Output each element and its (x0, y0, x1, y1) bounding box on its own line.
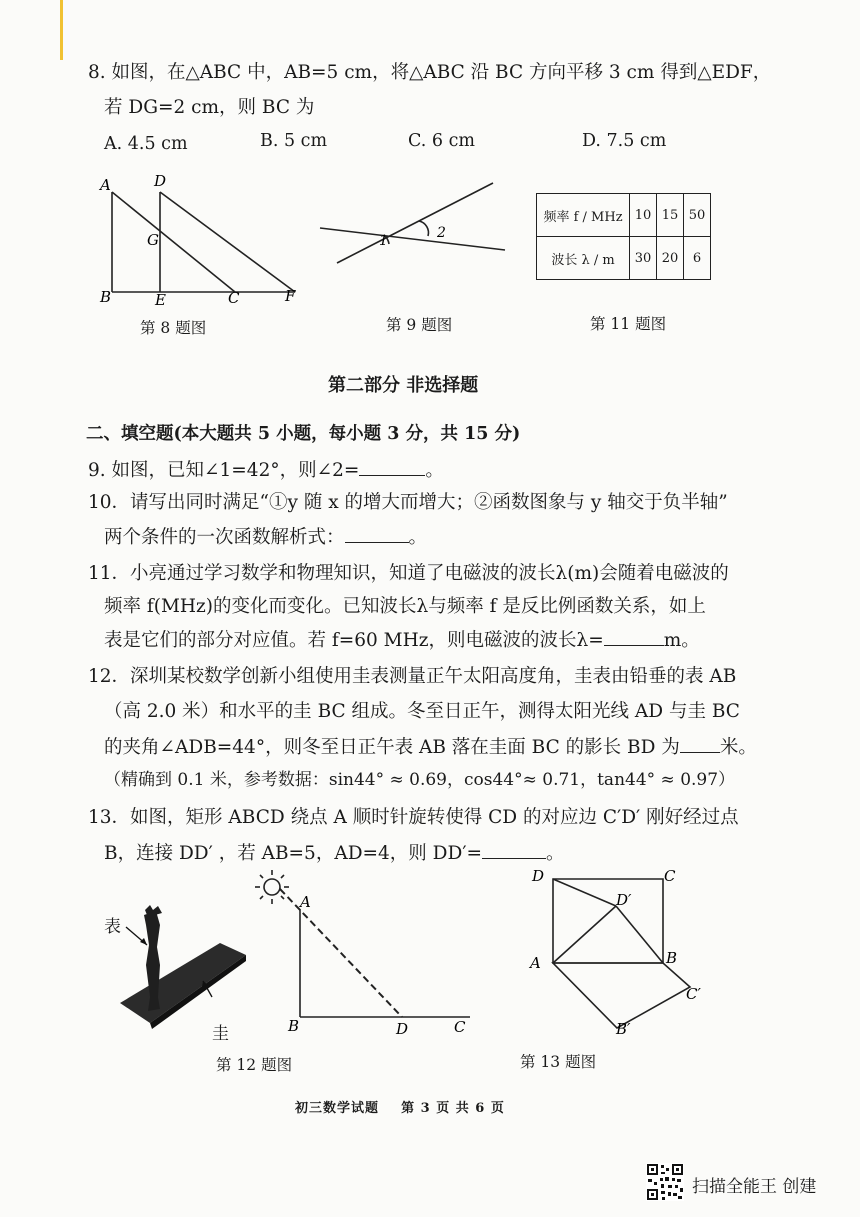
fig12-label-b: B (288, 1017, 300, 1035)
q8-choice-b: B. 5 cm (260, 131, 328, 151)
fig13-label-dprime: D′ (616, 891, 632, 909)
page-edge-mark (60, 0, 63, 60)
q12-line4: （精确到 0.1 米，参考数据：sin44° ≈ 0.69，cos44°≈ 0.71，tan44° ≈ 0.97） (104, 770, 736, 790)
q13-end: 。 (546, 843, 565, 864)
fig13-label-b: B (666, 949, 678, 967)
fig13-label-bprime: B′ (616, 1020, 631, 1038)
q11-line1: 11．小亮通过学习数学和物理知识，知道了电磁波的波长λ(m)会随着电磁波的 (88, 563, 729, 584)
q8-line2: 若 DG=2 cm，则 BC 为 (104, 97, 315, 118)
watermark-text: 扫描全能王 创建 (692, 1177, 817, 1197)
qr-code-icon (646, 1163, 684, 1201)
q11-answer-blank[interactable] (604, 631, 664, 646)
fig11-freq-value: 50 (684, 194, 711, 237)
q9-answer-blank[interactable] (359, 461, 425, 476)
q11-text: 表是它们的部分对应值。若 f=60 MHz，则电磁波的波长λ= (104, 630, 604, 651)
fig11-wave-value: 20 (657, 237, 684, 280)
fig8-label-a: A (100, 176, 111, 194)
fig13-label-cprime: C′ (686, 985, 701, 1003)
section-title: 第二部分 非选择题 (328, 375, 479, 396)
fig11-freq-value: 15 (657, 194, 684, 237)
figure-8 (95, 170, 310, 310)
q13-answer-blank[interactable] (482, 844, 546, 859)
fig11-freq-value: 10 (630, 194, 657, 237)
fig8-label-f: F (285, 287, 296, 305)
fig12-label-a: A (300, 893, 311, 911)
fig13-label-a: A (530, 954, 541, 972)
fig9-angle-2: 2 (437, 225, 446, 241)
q12-line3 (104, 738, 757, 758)
fig9-angle-1: 1 (379, 233, 388, 249)
fig12-label-d: D (396, 1020, 409, 1035)
fig8-label-b: B (100, 288, 112, 306)
fig11-wave-value: 6 (684, 237, 711, 280)
q12-end: 米。 (719, 737, 757, 758)
figure-9 (315, 175, 510, 265)
figure-13 (520, 862, 720, 1047)
q10-end: 。 (408, 527, 428, 548)
fig8-label-c: C (228, 289, 240, 307)
fig8-caption: 第 8 题图 (140, 319, 207, 337)
fig12-label-biao: 表 (104, 917, 121, 937)
q8-choice-c: C. 6 cm (408, 131, 475, 151)
q13-text: B，连接 DD′ ，若 AB=5，AD=4，则 DD′= (104, 843, 483, 864)
fig13-caption: 第 13 题图 (520, 1053, 597, 1071)
q8-line1: 8. 如图，在△ABC 中，AB=5 cm，将△ABC 沿 BC 方向平移 3 cm 得到△EDF， (88, 62, 772, 83)
fig9-caption: 第 9 题图 (386, 316, 453, 334)
fig12-label-gui: 圭 (212, 1024, 229, 1044)
q13-line1: 13．如图，矩形 ABCD 绕点 A 顺时针旋转使得 CD 的对应边 C′D′ 刚好经过点 (88, 807, 739, 828)
fig12-label-c: C (454, 1018, 466, 1035)
q10-line1: 10．请写出同时满足“①y 随 x 的增大而增大；②函数图象与 y 轴交于负半轴” (88, 492, 728, 513)
q12-answer-blank[interactable] (680, 738, 720, 753)
q11-line3 (104, 631, 700, 651)
q9-line (88, 461, 444, 481)
figure-12 (250, 865, 480, 1035)
fig11-wave-header: 波长 λ / m (537, 237, 630, 280)
fig13-label-d: D (532, 867, 545, 885)
fig11-table (536, 193, 711, 280)
part-title: 二、填空题(本大题共 5 小题，每小题 3 分，共 15 分) (86, 424, 521, 444)
q10-answer-blank[interactable] (345, 528, 409, 543)
q8-choice-a: A. 4.5 cm (104, 134, 188, 154)
fig11-caption: 第 11 题图 (590, 315, 667, 333)
q13-line2 (104, 844, 565, 864)
q11-line2: 频率 f(MHz)的变化而变化。已知波长λ与频率 f 是反比例函数关系，如上 (104, 596, 706, 617)
q12-line1: 12．深圳某校数学创新小组使用圭表测量正午太阳高度角，圭表由铅垂的表 AB (88, 666, 737, 687)
q11-end: m。 (663, 630, 700, 651)
q12-text: 的夹角∠ADB=44°，则冬至日正午表 AB 落在圭面 BC 的影长 BD 为 (104, 737, 680, 758)
page-footer: 初三数学试题 第 3 页 共 6 页 (295, 1101, 505, 1116)
q10-line2 (104, 528, 427, 548)
q8-choice-d: D. 7.5 cm (582, 131, 667, 151)
q9-end: 。 (425, 460, 444, 481)
fig8-label-d: D (154, 172, 167, 190)
fig11-freq-header: 频率 f / MHz (537, 194, 630, 237)
q9-text: 9. 如图，已知∠1=42°，则∠2= (88, 460, 360, 481)
fig8-label-g: G (147, 231, 159, 249)
q10-text: 两个条件的一次函数解析式： (104, 527, 345, 548)
fig11-wave-value: 30 (630, 237, 657, 280)
fig12-caption: 第 12 题图 (216, 1056, 293, 1074)
fig8-label-e: E (155, 291, 166, 309)
figure-12-photo (100, 905, 260, 1035)
q12-line2: （高 2.0 米）和水平的圭 BC 组成。冬至日正午，测得太阳光线 AD 与圭 BC (104, 701, 740, 722)
fig13-label-c: C (664, 867, 676, 885)
